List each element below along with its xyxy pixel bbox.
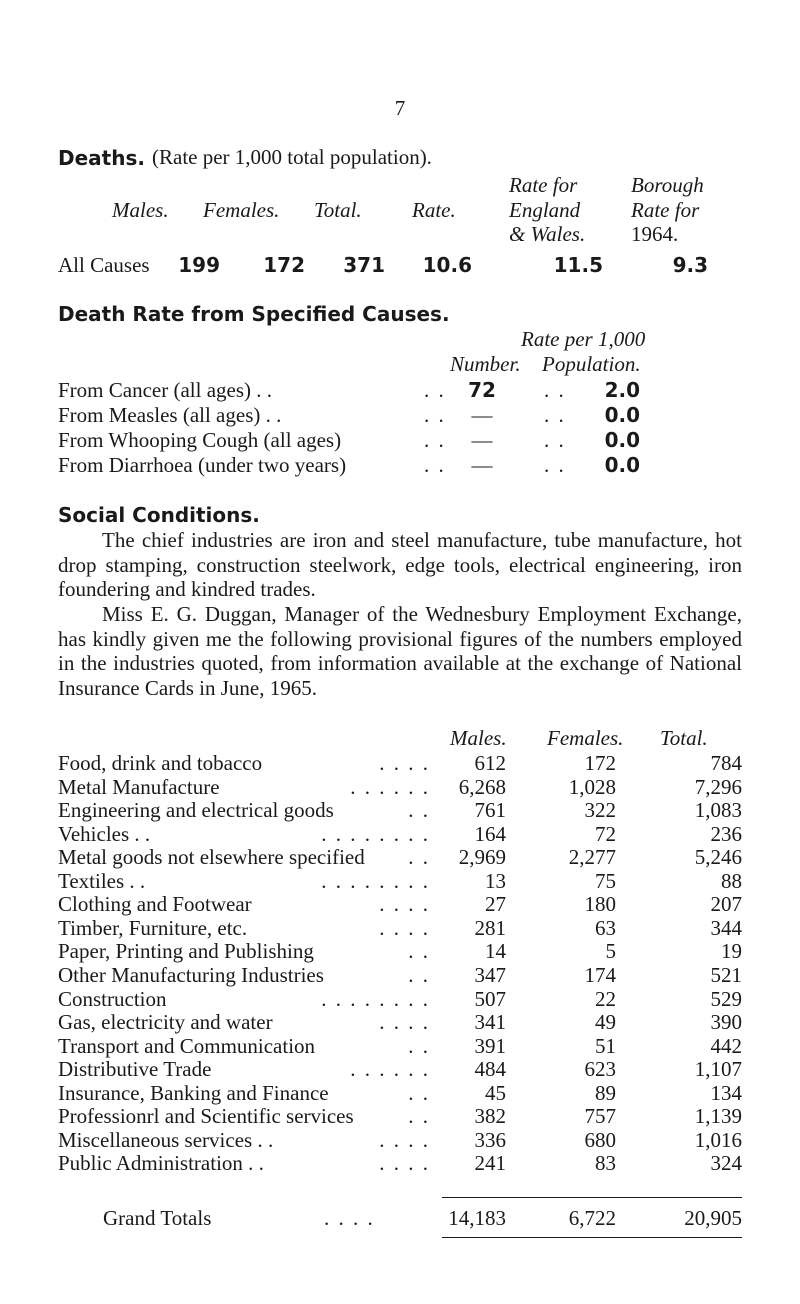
deaths-males-value: 199 [178,253,220,277]
employment-row-total: 236 [710,822,742,846]
employment-row-total: 344 [710,916,742,940]
employment-row-total: 1,139 [694,1104,742,1128]
specified-header-number: Number. [450,352,521,376]
employment-row-males: 13 [485,869,506,893]
grand-totals-males: 14,183 [448,1206,506,1230]
employment-row-females: 180 [584,892,616,916]
specified-row-rate: 0.0 [604,403,640,427]
employment-row-total: 529 [710,987,742,1011]
employment-row-total: 784 [710,751,742,775]
employment-row-females: 1,028 [568,775,616,799]
employment-row-males: 241 [474,1151,506,1175]
specified-row-rate: 0.0 [604,453,640,477]
specified-row-dots: . . [424,403,446,427]
employment-row-females: 623 [584,1057,616,1081]
employment-row-total: 134 [710,1081,742,1105]
employment-row-males: 27 [485,892,506,916]
employment-row-males: 6,268 [458,775,506,799]
employment-row-females: 2,277 [568,845,616,869]
specified-row-label: From Whooping Cough (all ages) [58,428,342,452]
employment-row-label: Distributive Trade [58,1057,212,1081]
social-paragraph-1-text: The chief industries are iron and steel manufacture, tube manufacture, hot drop stamping, construction steelwork, edge tools, electrical engineering, iron foundering and kindred trades. [58,528,742,601]
deaths-header-females: Females. [203,198,280,222]
employment-row-males: 761 [474,798,506,822]
deaths-row-label: All Causes [58,253,150,277]
deaths-header-borough-3: 1964. [631,222,679,246]
deaths-header-england-2: England [509,198,581,222]
employment-row-males: 391 [474,1034,506,1058]
employment-row-females: 174 [584,963,616,987]
employment-row-total: 1,083 [694,798,742,822]
employment-row-dots: . . . . [379,892,430,916]
deaths-heading: Deaths. [58,146,145,170]
employment-row-females: 63 [595,916,616,940]
employment-row-label: Vehicles . . [58,822,151,846]
employment-row-label: Timber, Furniture, etc. [58,916,248,940]
specified-row-number: — [471,403,493,427]
employment-row-dots: . . [408,1104,430,1128]
employment-row-label: Professionrl and Scientific services [58,1104,354,1128]
grand-totals-label: Grand Totals [103,1206,212,1230]
employment-row-dots: . . [408,845,430,869]
employment-row-dots: . . . . [379,1010,430,1034]
employment-row-total: 1,107 [694,1057,742,1081]
employment-row-label: Insurance, Banking and Finance [58,1081,329,1105]
deaths-borough-value: 9.3 [672,253,708,277]
grand-totals-females: 6,722 [568,1206,616,1230]
employment-row-females: 83 [595,1151,616,1175]
specified-row-sep: . . [544,453,566,477]
social-paragraph-2-text: Miss E. G. Duggan, Manager of the Wednesbury Employment Exchange, has kindly given me the following provisional figures of the numbers employed in the industries quoted, from information available at the exchange of National Insurance Cards in June, 1965. [58,602,742,700]
employment-row-total: 5,246 [694,845,742,869]
employment-row-label: Textiles . . [58,869,146,893]
employment-row-dots: . . . . . . [350,1057,430,1081]
employment-row-total: 207 [710,892,742,916]
employment-row-males: 336 [474,1128,506,1152]
employment-row-dots: . . [408,1081,430,1105]
employment-row-label: Metal goods not elsewhere specified [58,845,365,869]
employment-row-label: Paper, Printing and Publishing [58,939,314,963]
employment-row-label: Metal Manufacture [58,775,220,799]
employment-row-dots: . . . . [379,751,430,775]
employment-row-males: 347 [474,963,506,987]
employment-row-label: Miscellaneous services . . [58,1128,274,1152]
employment-row-total: 324 [710,1151,742,1175]
employment-row-dots: . . [408,963,430,987]
deaths-rate-value: 10.6 [422,253,472,277]
employment-row-dots: . . . . . . . . [321,822,430,846]
employment-row-total: 442 [710,1034,742,1058]
totals-rule-top [442,1197,742,1198]
employment-row-females: 680 [584,1128,616,1152]
employment-row-label: Gas, electricity and water [58,1010,273,1034]
employment-row-males: 612 [474,751,506,775]
employment-row-label: Food, drink and tobacco [58,751,263,775]
employment-header-males: Males. [450,726,507,750]
employment-row-females: 172 [584,751,616,775]
employment-row-label: Transport and Communication [58,1034,316,1058]
employment-row-total: 88 [721,869,742,893]
deaths-england-value: 11.5 [553,253,603,277]
employment-row-females: 322 [584,798,616,822]
employment-row-total: 390 [710,1010,742,1034]
grand-totals-total: 20,905 [684,1206,742,1230]
specified-row-sep: . . [544,403,566,427]
deaths-header-total: Total. [314,198,362,222]
employment-row-label: Public Administration . . [58,1151,264,1175]
specified-row-sep: . . [544,378,566,402]
deaths-subtitle: (Rate per 1,000 total population). [152,145,432,169]
specified-header-rate-1: Rate per 1,000 [521,327,646,351]
employment-row-label: Engineering and electrical goods [58,798,334,822]
employment-row-females: 22 [595,987,616,1011]
specified-row-number: — [471,428,493,452]
specified-row-dots: . . [424,428,446,452]
employment-row-males: 45 [485,1081,506,1105]
deaths-header-england-1: Rate for [509,173,578,197]
specified-heading: Death Rate from Specified Causes. [58,302,450,326]
employment-row-females: 757 [584,1104,616,1128]
social-paragraph-1 [58,528,742,602]
employment-row-females: 72 [595,822,616,846]
specified-row-sep: . . [544,428,566,452]
specified-row-number: 72 [468,378,496,402]
employment-row-label: Other Manufacturing Industries [58,963,324,987]
deaths-header-borough-1: Borough [631,173,704,197]
employment-row-total: 1,016 [694,1128,742,1152]
employment-header-total: Total. [660,726,708,750]
specified-row-number: — [471,453,493,477]
specified-row-dots: . . [424,453,446,477]
employment-header-females: Females. [547,726,624,750]
employment-row-total: 521 [710,963,742,987]
employment-row-males: 281 [474,916,506,940]
specified-row-label: From Diarrhoea (under two years) [58,453,347,477]
specified-row-rate: 2.0 [604,378,640,402]
employment-row-dots: . . [408,1034,430,1058]
employment-row-males: 507 [474,987,506,1011]
specified-row-label: From Cancer (all ages) . . [58,378,273,402]
employment-row-males: 2,969 [458,845,506,869]
employment-row-females: 49 [595,1010,616,1034]
employment-row-dots: . . . . [379,1151,430,1175]
employment-row-dots: . . . . . . . . [321,869,430,893]
employment-row-males: 14 [485,939,506,963]
employment-row-males: 341 [474,1010,506,1034]
employment-row-females: 75 [595,869,616,893]
employment-row-label: Clothing and Footwear [58,892,252,916]
employment-row-females: 89 [595,1081,616,1105]
social-heading: Social Conditions. [58,503,260,527]
deaths-header-rate: Rate. [412,198,456,222]
employment-row-dots: . . [408,939,430,963]
page-number: 7 [394,96,406,120]
totals-rule-bottom [442,1237,742,1238]
employment-row-dots: . . . . . . . . [321,987,430,1011]
specified-header-rate-2: Population. [542,352,641,376]
employment-row-total: 7,296 [694,775,742,799]
specified-row-dots: . . [424,378,446,402]
employment-row-females: 5 [605,939,616,963]
employment-row-dots: . . . . [379,916,430,940]
employment-row-males: 382 [474,1104,506,1128]
deaths-header-males: Males. [112,198,169,222]
employment-row-dots: . . [408,798,430,822]
social-paragraph-2 [58,602,742,700]
employment-row-total: 19 [721,939,742,963]
employment-row-females: 51 [595,1034,616,1058]
deaths-header-england-3: & Wales. [509,222,586,246]
specified-row-label: From Measles (all ages) . . [58,403,282,427]
grand-totals-dots: . . . . [324,1206,375,1230]
employment-row-label: Construction [58,987,167,1011]
employment-row-dots: . . . . . . [350,775,430,799]
employment-row-males: 164 [474,822,506,846]
deaths-females-value: 172 [263,253,305,277]
deaths-total-value: 371 [343,253,385,277]
deaths-header-borough-2: Rate for [631,198,700,222]
specified-row-rate: 0.0 [604,428,640,452]
employment-row-males: 484 [474,1057,506,1081]
employment-row-dots: . . . . [379,1128,430,1152]
